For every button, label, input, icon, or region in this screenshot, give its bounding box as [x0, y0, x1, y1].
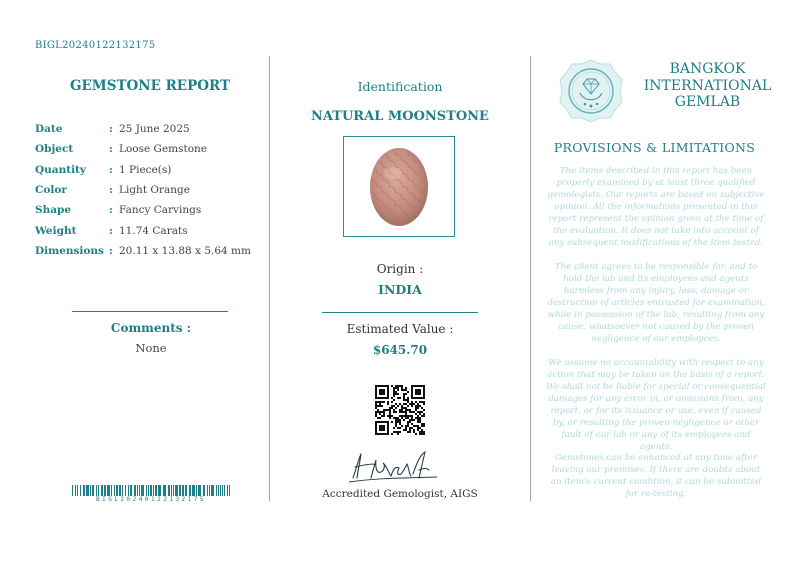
detail-colon: : [109, 224, 113, 237]
gemologist-title: Accredited Gemologist, AIGS [322, 488, 478, 500]
lab-name-line: INTERNATIONAL [643, 77, 772, 94]
lab-name-line: GEMLAB [674, 94, 741, 110]
detail-row-object [35, 139, 251, 159]
provisions-paragraph: The items described in this report has been properly examined by at least three qualified gemologists. Our reports are based on subjective opinion. All the informations presented in this report represent the opinion given at the time of the evaluation. It does not take into account of any subsequent modifications of the item tested. [547, 166, 765, 248]
detail-value: 25 June 2025 [119, 123, 190, 136]
gem-name: NATURAL MOONSTONE [311, 109, 489, 124]
provisions-title: PROVISIONS & LIMITATIONS [553, 140, 756, 155]
detail-row-weight [35, 220, 251, 240]
detail-colon: : [109, 163, 113, 176]
detail-label: Shape [35, 204, 72, 217]
report-id: BIGL20240122132175 [35, 40, 156, 51]
provisions-paragraph: We assume no accountability with respect to any action that may be taken on the basis of a report. We shall not be liable for special or consequential damages for any error in, or omissions from, any report, or for its issuance or use, even if caused by, or resulting the proven negligence or other fault of our lab or any of its employees and agents. [546, 358, 766, 452]
detail-value: 1 Piece(s) [119, 163, 172, 176]
detail-value: Fancy Carvings [119, 204, 202, 217]
detail-label: Object [35, 143, 74, 156]
identification-label: Identification [357, 79, 443, 94]
comments-label: Comments : [110, 321, 192, 335]
detail-row-dimensions [35, 241, 251, 261]
details-list [35, 119, 251, 261]
detail-value: Light Orange [119, 184, 190, 197]
origin-label: Origin : [376, 262, 424, 276]
provisions-paragraph: The client agrees to be responsible for, and to hold the lab and its employees and agents harmless from any injury, loss, damage or destruction of articles entrusted for examination, while in possession of the lab, resulting from any cause, whatsoever not caused by the proven negligence of our employees. [547, 262, 765, 344]
gem-seal-logo-icon [558, 58, 624, 124]
gem-photo [367, 145, 431, 229]
provisions-paragraph: Gemstones can be enhanced at any time after leaving our premises. If there are doubts about an item's current condition, it can be submitted for re-testing. [550, 453, 762, 499]
detail-row-color [35, 180, 251, 200]
comments-value: None [135, 341, 167, 355]
report-title: GEMSTONE REPORT [69, 78, 231, 94]
detail-row-shape [35, 200, 251, 220]
lab-name [640, 61, 775, 111]
detail-colon: : [109, 204, 113, 217]
estimated-value-label: Estimated Value : [346, 322, 454, 336]
detail-row-date [35, 119, 251, 139]
detail-value: Loose Gemstone [119, 143, 208, 156]
detail-row-quantity [35, 160, 251, 180]
origin-value: INDIA [378, 282, 422, 297]
detail-value: 11.74 Carats [119, 224, 188, 237]
detail-colon: : [109, 123, 113, 136]
comments-rule [72, 311, 228, 312]
detail-label: Dimensions [35, 244, 104, 257]
divider-right [530, 56, 531, 501]
divider-left [269, 56, 270, 501]
detail-colon: : [109, 143, 113, 156]
barcode-icon [72, 485, 230, 496]
detail-label: Color [35, 184, 67, 197]
detail-colon: : [109, 184, 113, 197]
signature-icon [345, 448, 440, 486]
detail-colon: : [109, 244, 113, 257]
value-rule [322, 312, 478, 313]
gem-photo-frame [343, 136, 455, 237]
qr-code-icon [375, 385, 425, 435]
detail-label: Quantity [35, 163, 87, 176]
barcode-text: BIGL20240122132175 [95, 496, 207, 503]
lab-name-line: BANGKOK [669, 61, 746, 77]
estimated-value: $645.70 [372, 343, 428, 357]
detail-label: Weight [35, 224, 77, 237]
detail-label: Date [35, 123, 63, 136]
detail-value: 20.11 x 13.88 x 5.64 mm [119, 244, 251, 257]
